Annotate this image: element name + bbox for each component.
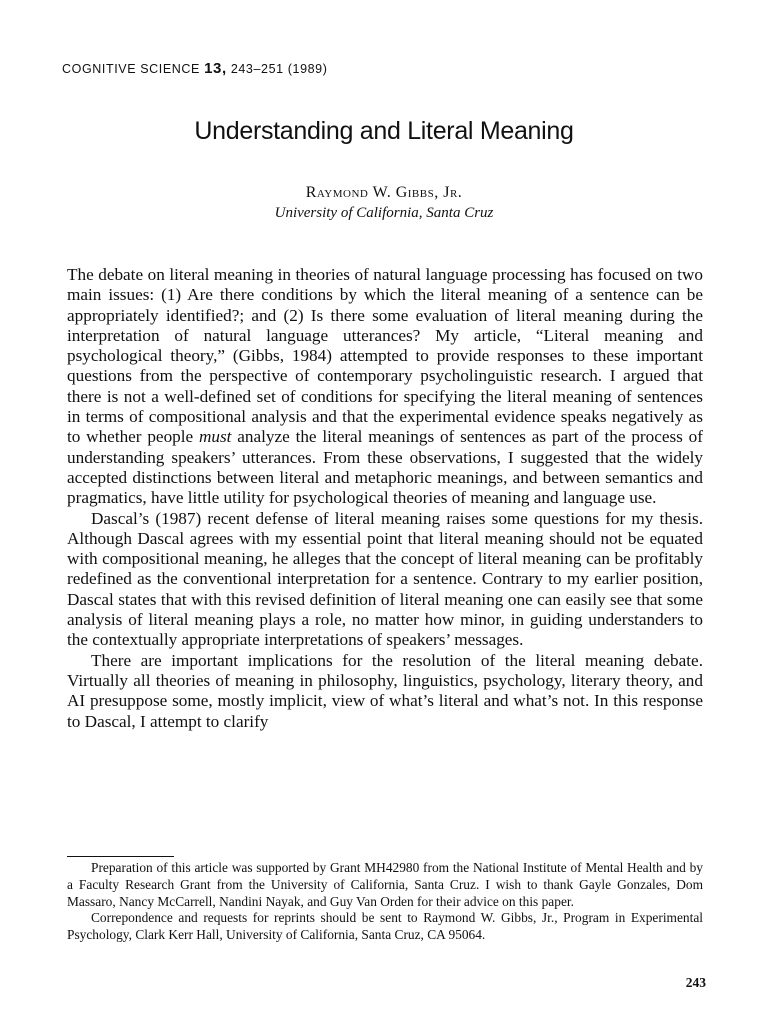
paragraph-1-text: The debate on literal meaning in theories of natural language processing has focused on two main issues: (1) Are there conditions by which the literal meaning of a sentence can be appropriately identified?; and (2) Is there some evaluation of literal meaning during the interpretation of natural language utterances? My article, “Literal meaning and psychological theory,” (Gibbs, 1984) attempted to provide responses to these important questions from the perspective of contemporary psycholinguistic research. I argued that there is not a well-defined set of conditions for specifying the literal meaning of sentences in terms of compositional analysis and that the experimental evidence speaks negatively as to whether people: [67, 265, 703, 447]
paragraph-1-end: analyze the literal meanings of sentences as part of the process of understanding speakers’ utterances. From these observations, I suggested that the widely accepted distinctions between literal and metaphoric meanings, and between semantics and pragmatics, have little utility for psychological theories of meaning and language use.: [67, 427, 704, 508]
journal-name: COGNITIVE SCIENCE: [62, 62, 200, 76]
article-body: [67, 265, 703, 732]
article-title: Understanding and Literal Meaning: [194, 117, 574, 145]
journal-header: [62, 60, 327, 77]
author-affiliation: University of California, Santa Cruz: [274, 205, 494, 221]
author-name: Raymond W. Gibbs, Jr.: [305, 184, 463, 201]
journal-volume: 13,: [204, 60, 227, 77]
journal-pages-year: 243–251 (1989): [230, 62, 328, 76]
emphasis-must: must: [198, 427, 232, 447]
body-paragraph-1: [67, 265, 703, 509]
footnote-divider: [67, 856, 174, 857]
body-paragraph-3: There are important implications for the resolution of the literal meaning debate. Virtually all theories of meaning in philosophy, linguistics, psychology, literary theory, and AI presuppose some, mostly implicit, view of what’s literal and what’s not. In this response to Dascal, I attempt to clarify: [67, 650, 703, 731]
footnote-correspondence: Correpondence and requests for reprints should be sent to Raymond W. Gibbs, Jr., Program in Experimental Psychology, Clark Kerr Hall, University of California, Santa Cruz, CA 95064.: [67, 910, 703, 943]
page-number: 243: [685, 975, 706, 990]
footnotes: [67, 860, 703, 944]
footnote-funding: Preparation of this article was supported by Grant MH42980 from the National Institute of Mental Health and by a Faculty Research Grant from the University of California, Santa Cruz. I wish to thank Gayle Gonzales, Dom Massaro, Nancy McCarrell, Nandini Nayak, and Guy Van Orden for their advice on this paper.: [67, 860, 703, 909]
body-paragraph-2: Dascal’s (1987) recent defense of literal meaning raises some questions for my thesis. Although Dascal agrees with my essential point that literal meaning should not be equated with compositional meaning, he alleges that the concept of literal meaning can be profitably redefined as the conventional interpretation for a sentence. Contrary to my earlier position, Dascal states that with this revised definition of literal meaning one can easily see that some analysis of literal meaning plays a role, no matter how minor, in guiding understanders to the contextually appropriate interpretations of speakers’ messages.: [67, 508, 703, 650]
